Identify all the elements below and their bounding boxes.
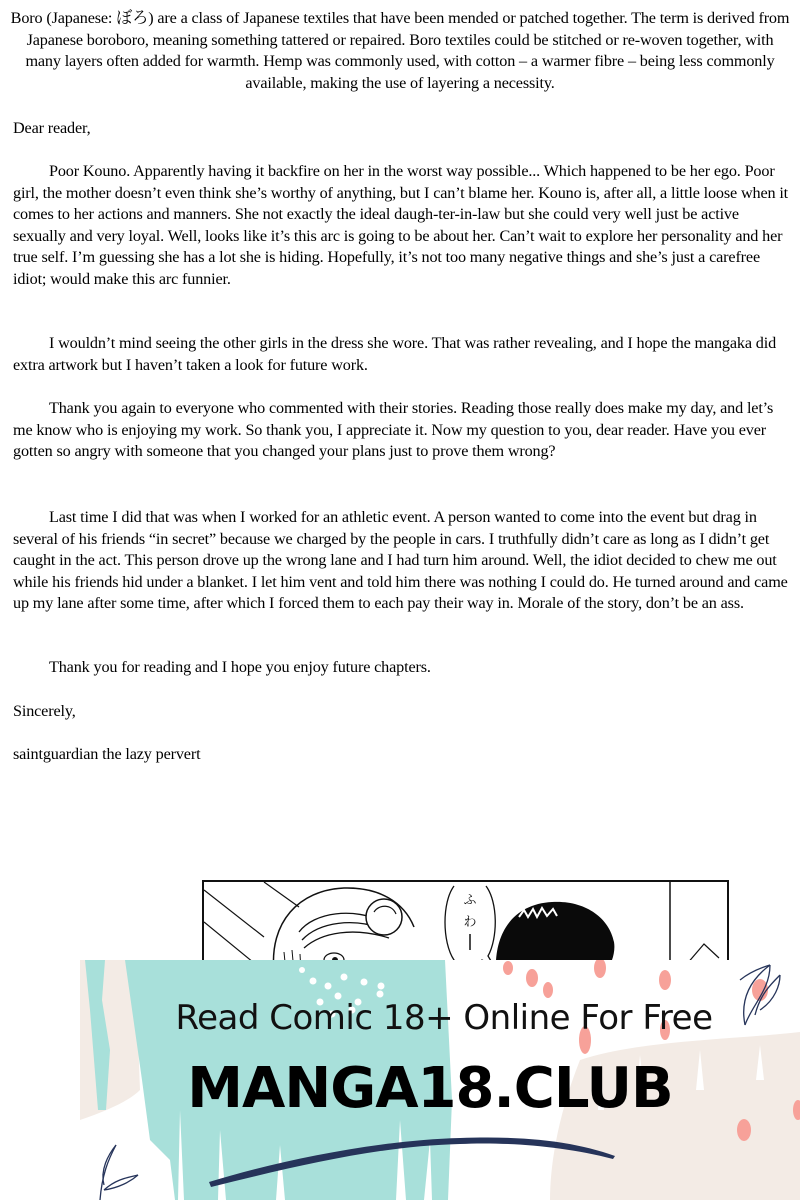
salutation: Dear reader, (13, 119, 91, 137)
closing: Sincerely, (13, 702, 76, 720)
banner-brand-link[interactable]: MANGA18.CLUB (187, 1056, 673, 1121)
body-paragraph: I wouldn’t mind seeing the other girls in the dress she wore. That was rather revealing, and I hope the mangaka did extra artwork but I haven’t taken a look for future work. (13, 334, 777, 374)
speech-bubble-char: わ (463, 915, 477, 930)
intro-paragraph: Boro (Japanese: ぼろ) are a class of Japanese textiles that have been mended or patched together. The term is derived from Japanese boroboro, meaning something tattered or repaired. Boro textiles could be stitched or re-woven together, with many layers often added for warmth. Hemp was commonly used, with cotton – a warmer fibre – being less commonly available, making the use of layering a necessity. (10, 9, 790, 92)
banner-tagline: Read Comic 18+ Online For Free (175, 998, 713, 1038)
body-paragraph: Poor Kouno. Apparently having it backfire on her in the worst way possible... Which happened to be her ego. Poor girl, the mother doesn’t even think she’s worthy of anything, but I can’t blame her. Kouno is, after all, a little loose when it comes to her actions and manners. She not exactly the ideal daugh-ter-in-law but she could very well just be active sexually and very loyal. Well, looks like it’s this arc is going to be about her. Can’t wait to explore her personality and her true self. I’m guessing she has a lot she is hiding. Hopefully, it’s not too many negative things and she’s just a carefree idiot; would make this arc funnier. (13, 162, 789, 288)
body-paragraph: Last time I did that was when I worked for an athletic event. A person wanted to come into the event but drag in several of his friends “in secret” because we charged by the people in cars. I truthfully didn’t care as long as I didn’t get caught in the act. This person drove up the wrong lane and I had turn him around. Well, the idiot decided to chew me out while his friends hid under a blanket. I let him vent and told him there was nothing I could do. He turned around and came up my lane after some time, after which I forced them to each pay their way in. Morale of the story, don’t be an ass. (13, 508, 788, 612)
advertisement-banner[interactable] (80, 960, 800, 1200)
body-paragraph: Thank you for reading and I hope you enjoy future chapters. (49, 658, 431, 676)
manga-panel (202, 880, 729, 970)
leaf-decoration-icon (100, 1145, 138, 1200)
signature: saintguardian the lazy pervert (13, 745, 201, 763)
speech-bubble-char: ふ (463, 893, 477, 908)
manga-panel-art (204, 882, 729, 970)
body-paragraph: Thank you again to everyone who commented with their stories. Reading those really does make my day, and let’s me know who is enjoying my work. So thank you, I appreciate it. Now my question to you, dear reader. Have you ever gotten so angry with someone that you changed your plans just to prove them wrong? (13, 399, 774, 460)
